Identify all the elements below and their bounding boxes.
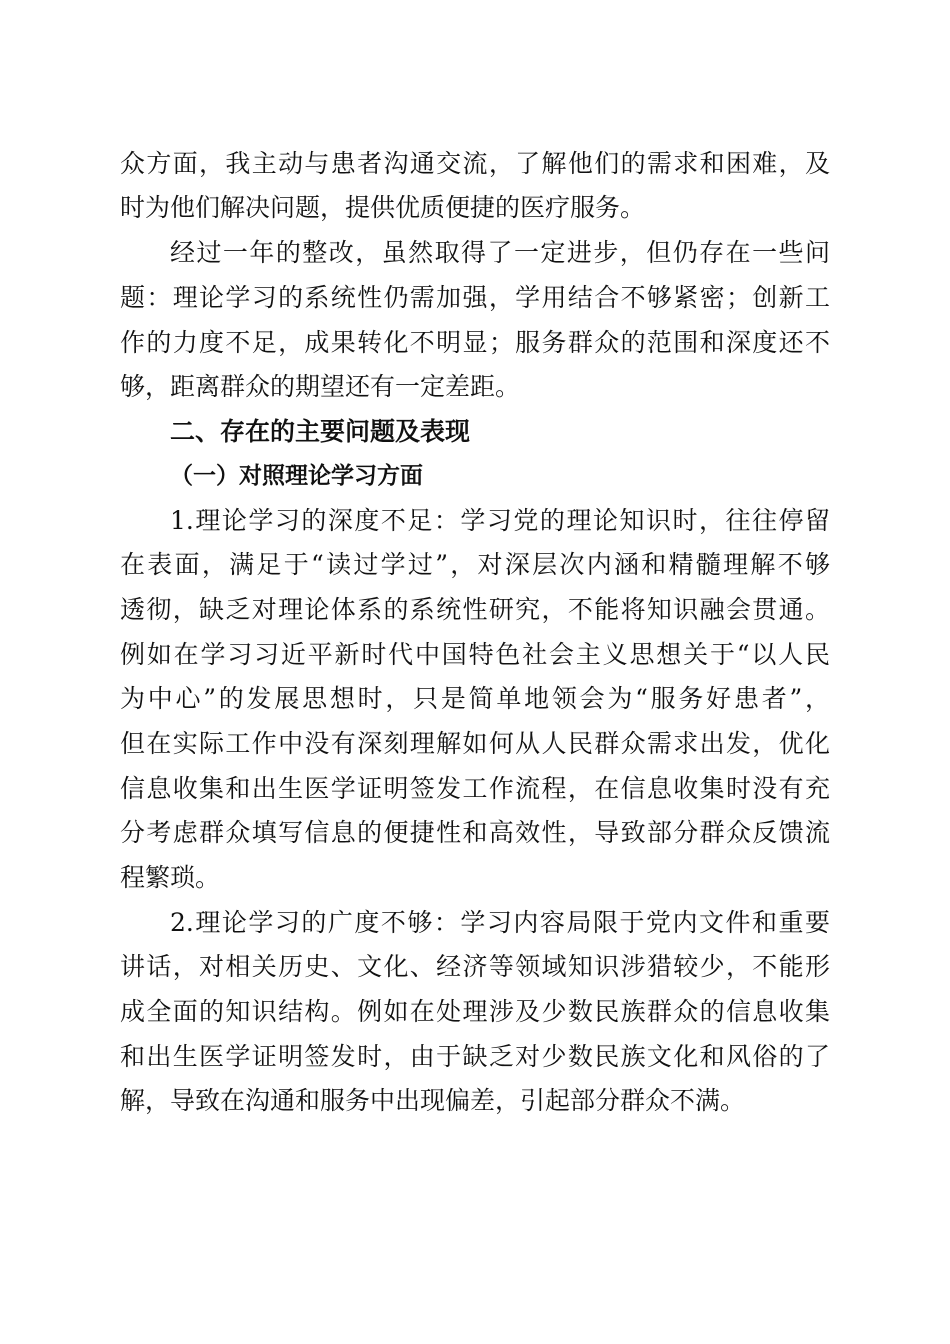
paragraph-3-line-7: 信息收集和出生医学证明签发工作流程，在信息收集时没有充 bbox=[120, 774, 830, 803]
paragraph-3-line-3: 透彻，缺乏对理论体系的系统性研究，不能将知识融会贯通。 bbox=[120, 595, 830, 624]
section-heading: 二、存在的主要问题及表现 bbox=[170, 417, 471, 446]
paragraph-4-line-4: 和出生医学证明签发时，由于缺乏对少数民族文化和风俗的了 bbox=[120, 1042, 830, 1071]
paragraph-3-line-5: 为中心”的发展思想时，只是简单地领会为“服务好患者”， bbox=[120, 684, 830, 713]
subsection-heading: （一）对照理论学习方面 bbox=[170, 462, 423, 489]
paragraph-4-line-3: 成全面的知识结构。例如在处理涉及少数民族群众的信息收集 bbox=[120, 997, 830, 1026]
paragraph-1-line-2: 时为他们解决问题，提供优质便捷的医疗服务。 bbox=[120, 193, 646, 222]
paragraph-3-line-9: 程繁琐。 bbox=[120, 863, 221, 892]
paragraph-3-line-2: 在表面，满足于“读过学过”，对深层次内涵和精髓理解不够 bbox=[120, 550, 830, 579]
paragraph-4-line-1: 2.理论学习的广度不够：学习内容局限于党内文件和重要 bbox=[170, 908, 830, 937]
paragraph-2-line-1: 经过一年的整改，虽然取得了一定进步，但仍存在一些问 bbox=[170, 238, 830, 267]
paragraph-3-line-6: 但在实际工作中没有深刻理解如何从人民群众需求出发，优化 bbox=[120, 729, 830, 758]
paragraph-2-line-4: 够，距离群众的期望还有一定差距。 bbox=[120, 372, 521, 401]
paragraph-2-line-2: 题：理论学习的系统性仍需加强，学用结合不够紧密；创新工 bbox=[120, 283, 830, 312]
paragraph-2-line-3: 作的力度不足，成果转化不明显；服务群众的范围和深度还不 bbox=[120, 328, 830, 357]
paragraph-4-line-5: 解，导致在沟通和服务中出现偏差，引起部分群众不满。 bbox=[120, 1086, 746, 1115]
paragraph-3-line-8: 分考虑群众填写信息的便捷性和高效性，导致部分群众反馈流 bbox=[120, 818, 830, 847]
paragraph-4-line-2: 讲话，对相关历史、文化、经济等领域知识涉猎较少，不能形 bbox=[120, 952, 830, 981]
paragraph-3-line-4: 例如在学习习近平新时代中国特色社会主义思想关于“以人民 bbox=[120, 640, 830, 669]
paragraph-3-line-1: 1.理论学习的深度不足：学习党的理论知识时，往往停留 bbox=[170, 506, 830, 535]
paragraph-1-line-1: 众方面，我主动与患者沟通交流，了解他们的需求和困难，及 bbox=[120, 149, 830, 178]
